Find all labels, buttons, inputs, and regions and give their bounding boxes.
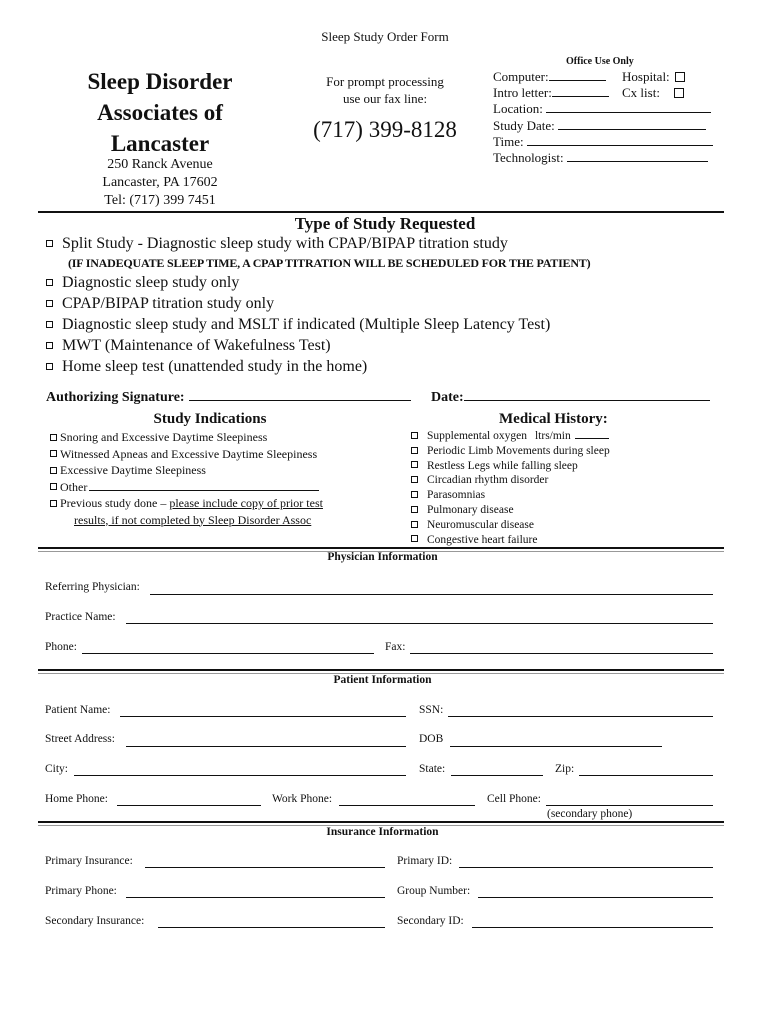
work-phone-field[interactable] (339, 805, 475, 806)
split-note: (IF INADEQUATE SLEEP TIME, A CPAP TITRATION WILL BE SCHEDULED FOR THE PATIENT) (68, 256, 591, 270)
option-label: CPAP/BIPAP titration study only (62, 295, 275, 312)
indication-item[interactable] (50, 446, 323, 463)
checkbox-icon[interactable] (411, 491, 418, 498)
divider (38, 211, 724, 213)
office-cxlist-label: Cx list: (622, 85, 660, 100)
checkbox-icon[interactable] (411, 461, 418, 468)
org-address-block (60, 156, 260, 210)
org-address: 250 Ranck Avenue (107, 157, 213, 172)
indication-item[interactable] (50, 479, 323, 496)
history-label: Parasomnias (427, 489, 486, 502)
checkbox-icon[interactable] (411, 432, 418, 439)
option-label: MWT (Maintenance of Wakefulness Test) (62, 337, 331, 354)
state-field[interactable] (451, 775, 543, 776)
secondary-id-label: Secondary ID: (397, 915, 464, 927)
state-label: State: (419, 763, 446, 775)
office-hospital-label: Hospital: (622, 69, 670, 84)
cell-phone-label: Cell Phone: (487, 793, 541, 805)
patient-name-field[interactable] (120, 716, 406, 717)
previous-label: Previous study done – (60, 496, 170, 510)
checkbox-icon[interactable] (50, 434, 57, 441)
street-address-field[interactable] (126, 746, 406, 747)
indication-item[interactable] (50, 462, 323, 479)
office-time (493, 134, 713, 150)
physician-info-title: Physician Information (327, 551, 438, 563)
primary-phone-label: Primary Phone: (45, 885, 117, 897)
history-label: Circadian rhythm disorder (427, 474, 549, 487)
physician-fax-field[interactable] (410, 653, 713, 654)
group-number-field[interactable] (478, 897, 713, 898)
indications-list (50, 429, 323, 528)
indication-label: Other (60, 479, 88, 494)
office-location-label: Location: (493, 101, 543, 116)
home-phone-field[interactable] (117, 805, 261, 806)
office-time-field[interactable] (527, 145, 713, 146)
fax-number: (717) 399-8128 (313, 117, 457, 142)
history-item[interactable] (411, 518, 610, 533)
indication-label: Snoring and Excessive Daytime Sleepiness (60, 430, 268, 444)
checkbox-icon[interactable] (411, 447, 418, 454)
signature-field[interactable] (189, 400, 411, 401)
physician-phone-field[interactable] (82, 653, 374, 654)
office-study-date-field[interactable] (558, 129, 706, 130)
history-label: Restless Legs while falling sleep (427, 459, 578, 472)
other-field[interactable] (89, 490, 319, 491)
oxygen-field[interactable] (575, 438, 609, 439)
office-location-field[interactable] (546, 112, 711, 113)
checkbox-icon[interactable] (46, 342, 53, 349)
checkbox-icon[interactable] (50, 467, 57, 474)
history-item[interactable] (411, 488, 610, 503)
cxlist-checkbox[interactable] (674, 88, 684, 98)
history-item[interactable] (411, 459, 610, 474)
indication-label: Excessive Daytime Sleepiness (60, 463, 206, 477)
cell-phone-field[interactable] (546, 805, 713, 806)
zip-label: Zip: (555, 763, 575, 775)
checkbox-icon[interactable] (50, 500, 57, 507)
option-label: Diagnostic sleep study and MSLT if indicated (Multiple Sleep Latency Test) (62, 316, 551, 333)
physician-phone-label: Phone: (45, 641, 77, 653)
practice-name-label: Practice Name: (45, 611, 116, 623)
street-address-label: Street Address: (45, 733, 115, 745)
office-computer-label: Computer: (493, 69, 549, 84)
study-option[interactable] (46, 356, 550, 377)
authorizing-signature (46, 390, 411, 406)
auth-date-label: Date: (431, 390, 464, 405)
indication-previous[interactable] (50, 495, 323, 512)
secondary-phone-note: (secondary phone) (547, 808, 633, 820)
office-intro-field[interactable] (552, 96, 609, 97)
office-location (493, 101, 711, 117)
patient-name-label: Patient Name: (45, 704, 111, 716)
history-item[interactable] (411, 429, 610, 444)
primary-id-field[interactable] (459, 867, 713, 868)
org-city: Lancaster, PA 17602 (102, 175, 218, 190)
oxygen-unit: ltrs/min (534, 430, 571, 442)
checkbox-icon[interactable] (46, 279, 53, 286)
org-name (60, 66, 260, 159)
option-label: Diagnostic sleep study only (62, 274, 240, 291)
checkbox-icon[interactable] (46, 363, 53, 370)
org-name-line2: Associates of (97, 100, 223, 125)
secondary-id-field[interactable] (472, 927, 713, 928)
office-technologist (493, 150, 708, 166)
checkbox-icon[interactable] (411, 535, 418, 542)
study-option[interactable] (46, 272, 550, 293)
auth-date-field[interactable] (464, 400, 710, 401)
office-cxlist (622, 85, 684, 101)
primary-id-label: Primary ID: (397, 855, 453, 867)
office-time-label: Time: (493, 134, 524, 149)
group-number-label: Group Number: (397, 885, 471, 897)
office-technologist-label: Technologist: (493, 150, 564, 165)
study-options (46, 272, 550, 377)
office-intro (493, 85, 609, 101)
history-label: Periodic Limb Movements during sleep (427, 444, 610, 457)
study-indications-title: Study Indications (153, 411, 267, 427)
type-of-study-title: Type of Study Requested (294, 214, 476, 233)
primary-insurance-label: Primary Insurance: (45, 855, 133, 867)
history-label: Congestive heart failure (427, 533, 538, 546)
office-use-title: Office Use Only (566, 56, 634, 67)
history-label: Supplemental oxygen (427, 430, 527, 442)
insurance-info-title: Insurance Information (326, 826, 439, 838)
history-item[interactable] (411, 533, 610, 548)
office-computer-field[interactable] (549, 80, 606, 81)
office-technologist-field[interactable] (567, 161, 708, 162)
option-label: Home sleep test (unattended study in the home) (62, 358, 368, 375)
practice-name-field[interactable] (126, 623, 713, 624)
office-computer (493, 69, 606, 85)
study-option[interactable] (46, 293, 550, 314)
option-label: Split Study - Diagnostic sleep study with CPAP/BIPAP titration study (62, 235, 508, 252)
zip-field[interactable] (579, 775, 713, 776)
auth-date (431, 390, 710, 406)
primary-phone-field[interactable] (126, 897, 385, 898)
city-field[interactable] (74, 775, 406, 776)
checkbox-icon[interactable] (411, 506, 418, 513)
checkbox-icon[interactable] (50, 483, 57, 490)
history-label: Neuromuscular disease (427, 518, 534, 531)
previous-instruction: please include copy of prior test (169, 496, 323, 510)
ssn-field[interactable] (448, 716, 713, 717)
patient-info-title: Patient Information (333, 674, 432, 686)
previous-continued: results, if not completed by Sleep Disorder Assoc (74, 512, 312, 527)
medical-history-list (411, 429, 610, 547)
checkbox-icon[interactable] (411, 521, 418, 528)
checkbox-icon[interactable] (46, 321, 53, 328)
primary-insurance-field[interactable] (145, 867, 385, 868)
indication-label: Witnessed Apneas and Excessive Daytime Sleepiness (60, 446, 318, 461)
checkbox-icon[interactable] (411, 476, 418, 483)
org-name-line3: Lancaster (110, 131, 210, 156)
medical-history-title: Medical History: (499, 411, 608, 427)
auth-signature-label: Authorizing Signature: (46, 390, 185, 405)
fax-note-line2: use our fax line: (342, 91, 428, 106)
dob-field[interactable] (450, 746, 662, 747)
history-item[interactable] (411, 473, 610, 488)
home-phone-label: Home Phone: (45, 793, 108, 805)
secondary-insurance-field[interactable] (158, 927, 385, 928)
study-option[interactable] (46, 314, 550, 335)
fax-note-line1: For prompt processing (326, 74, 444, 89)
referring-physician-label: Referring Physician: (45, 581, 140, 593)
city-label: City: (45, 763, 69, 775)
study-option[interactable] (46, 335, 550, 356)
office-study-date-label: Study Date: (493, 118, 555, 133)
divider (38, 547, 724, 549)
checkbox-icon[interactable] (46, 240, 53, 247)
indication-item[interactable] (50, 429, 323, 446)
checkbox-icon[interactable] (50, 450, 57, 457)
fax-note (305, 73, 465, 107)
ssn-label: SSN: (419, 704, 444, 716)
referring-physician-field[interactable] (150, 594, 713, 595)
office-study-date (493, 118, 706, 134)
divider (38, 669, 724, 671)
secondary-insurance-label: Secondary Insurance: (45, 915, 145, 927)
org-name-line1: Sleep Disorder (87, 69, 233, 94)
work-phone-label: Work Phone: (272, 793, 333, 805)
office-intro-label: Intro letter: (493, 85, 552, 100)
hospital-checkbox[interactable] (675, 72, 685, 82)
physician-fax-label: Fax: (385, 641, 406, 653)
office-hospital (622, 69, 685, 85)
checkbox-icon[interactable] (46, 300, 53, 307)
history-label: Pulmonary disease (427, 503, 514, 516)
org-tel: Tel: (717) 399 7451 (104, 193, 216, 208)
divider (38, 821, 724, 823)
form-title: Sleep Study Order Form (321, 29, 449, 44)
history-item[interactable] (411, 503, 610, 518)
history-item[interactable] (411, 444, 610, 459)
option-split-study[interactable] (46, 235, 508, 253)
dob-label: DOB (419, 733, 444, 745)
